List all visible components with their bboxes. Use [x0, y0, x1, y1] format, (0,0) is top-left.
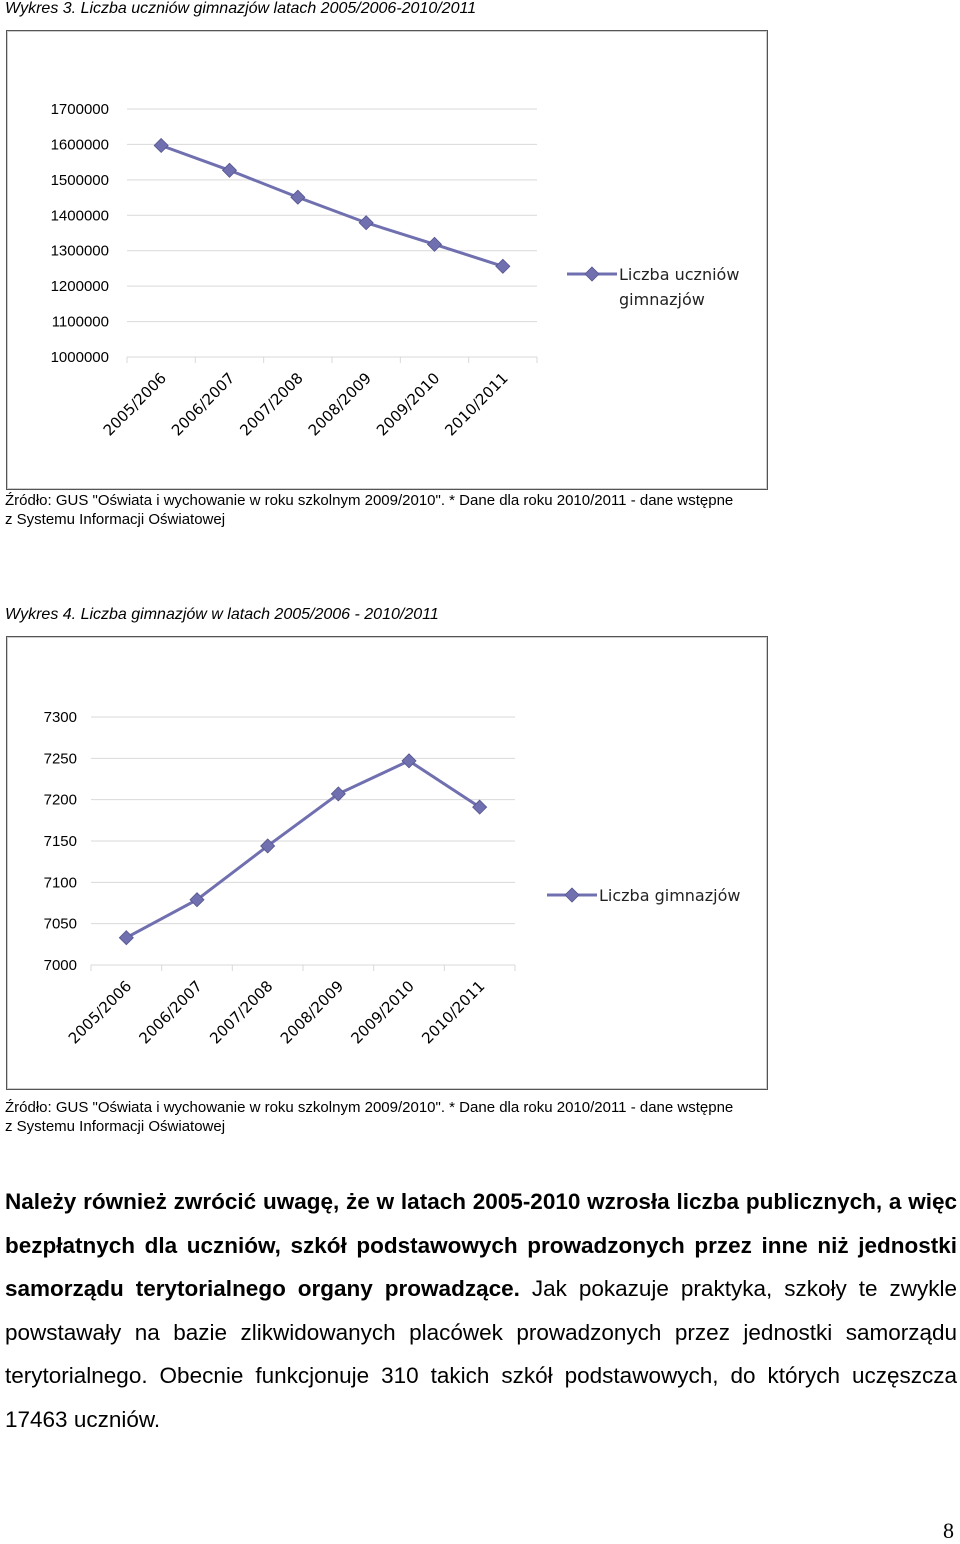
chart4-caption: Wykres 4. Liczba gimnazjów w latach 2005/2006 - 2010/2011 — [5, 606, 439, 623]
legend-marker — [565, 888, 579, 902]
x-tick-label: 2005/2006 — [99, 369, 170, 440]
y-tick-label: 7100 — [43, 874, 77, 892]
x-tick-label: 2009/2010 — [373, 369, 444, 440]
chart3-source — [5, 491, 733, 529]
chart3-source-line2: z Systemu Informacji Oświatowej — [5, 511, 226, 528]
x-tick-label: 2008/2009 — [304, 369, 375, 440]
y-tick-label: 1200000 — [50, 278, 109, 296]
y-tick-label: 7200 — [43, 791, 77, 809]
y-tick-label: 1600000 — [50, 136, 109, 154]
chart3-svg — [7, 31, 767, 489]
chart4-frame — [6, 636, 768, 1090]
y-tick-label: 7300 — [43, 709, 77, 726]
data-point-marker — [119, 931, 133, 945]
data-point-marker — [291, 190, 305, 204]
y-tick-label: 1500000 — [50, 171, 109, 189]
x-tick-label: 2009/2010 — [347, 977, 418, 1048]
body-paragraph — [5, 1180, 957, 1441]
chart4-source-line2: z Systemu Informacji Oświatowej — [5, 1118, 226, 1135]
chart4-source-line1: Źródło: GUS "Oświata i wychowanie w roku szkolnym 2009/2010". * Dane dla roku 2010/2011 - dane wstępne — [5, 1099, 734, 1116]
data-point-marker — [359, 216, 373, 230]
data-point-marker — [154, 138, 168, 152]
x-tick-label: 2010/2011 — [441, 369, 512, 440]
x-tick-label: 2005/2006 — [64, 977, 136, 1048]
y-tick-label: 7050 — [43, 915, 77, 933]
y-tick-label: 1700000 — [50, 101, 109, 118]
y-tick-label: 7000 — [43, 957, 77, 974]
y-tick-label: 1300000 — [50, 242, 109, 260]
y-tick-label: 1400000 — [50, 207, 109, 225]
legend-label: Liczba uczniów — [619, 265, 740, 284]
x-tick-label: 2008/2009 — [276, 977, 348, 1048]
data-point-marker — [496, 259, 510, 273]
x-tick-label: 2007/2008 — [206, 977, 277, 1048]
y-tick-label: 7250 — [43, 750, 77, 768]
paragraph-bold: Należy również zwrócić uwagę, że w latach 2005-2010 wzrosła liczba publicznych, a więc bezpłatnych dla uczniów, szkół podstawowych prowadzonych przez inne niż jednostki samorządu terytorialnego organy prowadzące. — [5, 1189, 957, 1301]
y-tick-label: 1000000 — [50, 349, 109, 366]
chart4-source — [5, 1098, 733, 1136]
data-point-marker — [428, 237, 442, 251]
legend-label: Liczba gimnazjów — [599, 886, 741, 905]
chart3-caption: Wykres 3. Liczba uczniów gimnazjów latach 2005/2006-2010/2011 — [5, 0, 477, 17]
series-line — [161, 145, 503, 266]
chart3-frame — [6, 30, 768, 490]
x-tick-label: 2010/2011 — [418, 977, 489, 1048]
chart4-svg — [7, 637, 767, 1089]
data-point-marker — [223, 163, 237, 177]
series-line — [126, 761, 479, 938]
x-tick-label: 2007/2008 — [236, 369, 307, 440]
paragraph-normal: Jak pokazuje praktyka, szkoły te zwykle powstawały na bazie zlikwidowanych placówek prowadzonych przez jednostki samorządu terytorialnego. Obecnie funkcjonuje 310 takich szkół podstawowych, do których uczęszcza 17463 uczniów. — [5, 1276, 957, 1432]
y-tick-label: 1100000 — [51, 313, 109, 331]
x-tick-label: 2006/2007 — [135, 977, 206, 1048]
chart3-source-line1: Źródło: GUS "Oświata i wychowanie w roku szkolnym 2009/2010". * Dane dla roku 2010/2011 - dane wstępne — [5, 492, 734, 509]
y-tick-label: 7150 — [43, 833, 77, 850]
legend-label: gimnazjów — [619, 290, 705, 309]
page-number: 8 — [943, 1518, 954, 1543]
legend-marker — [585, 267, 599, 281]
x-tick-label: 2006/2007 — [168, 369, 239, 440]
